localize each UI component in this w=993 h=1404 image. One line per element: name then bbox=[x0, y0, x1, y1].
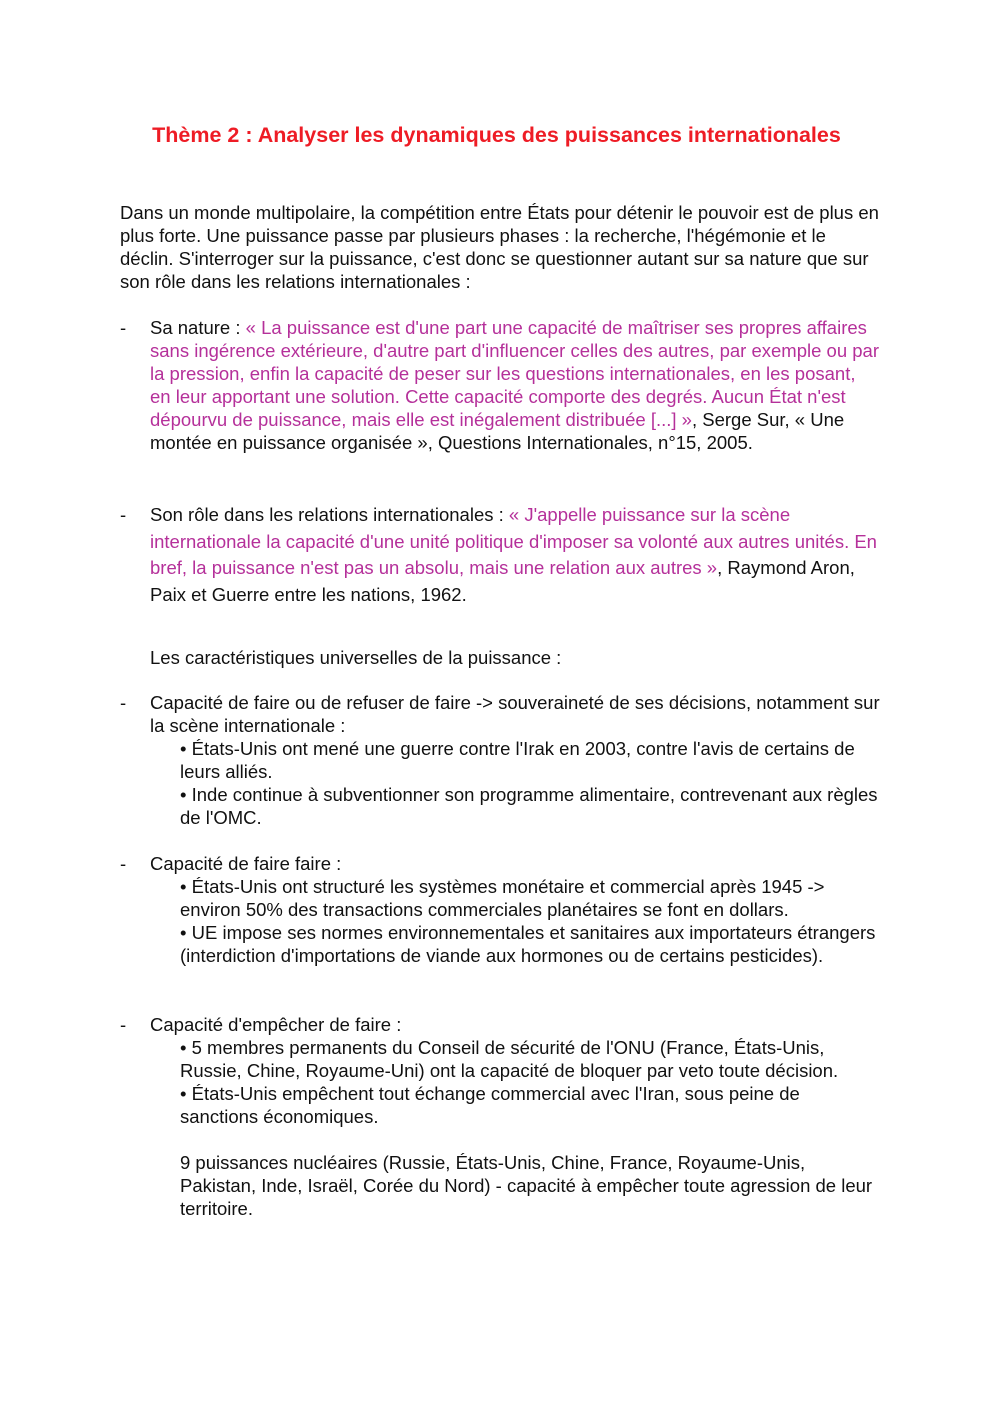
list-item-faire-faire bbox=[120, 852, 880, 967]
role-source: , Raymond Aron, Paix et Guerre entre les nations, 1962. bbox=[150, 557, 855, 605]
empecher-example: • 5 membres permanents du Conseil de sécurité de l'ONU (France, États-Unis, Russie, Chine, Royaume-Uni) ont la capacité de bloquer par veto toute décision. bbox=[180, 1037, 839, 1081]
nature-quote: « La puissance est d'une part une capacité de maîtriser ses propres affaires sans ingérence extérieure, d'autre part d'influencer celles des autres, par exemple ou par la pression, enfin la capacité de peser sur les questions internationales, en les posant, en leur apportant une solution. Cette capacité comporte des degrés. Aucun État n'est dépourvu de puissance, mais elle est inégalement distribuée [...] » bbox=[150, 317, 879, 430]
role-text bbox=[150, 502, 880, 608]
list-item-role bbox=[120, 502, 880, 608]
list-item-faire bbox=[120, 691, 880, 829]
nature-lead: Sa nature : bbox=[150, 317, 246, 338]
bullet-dash: - bbox=[120, 504, 127, 525]
page-title: Thème 2 : Analyser les dynamiques des puissances internationales bbox=[152, 123, 841, 147]
nuclear-note: 9 puissances nucléaires (Russie, États-Unis, Chine, France, Royaume-Unis, Pakistan, Inde, Israël, Corée du Nord) - capacité à empêcher toute agression de leur territoire. bbox=[180, 1152, 873, 1219]
empecher-example: • États-Unis empêchent tout échange commercial avec l'Iran, sous peine de sanctions économiques. bbox=[180, 1083, 800, 1127]
list-item-nature bbox=[120, 316, 880, 454]
faire-label: Capacité de faire ou de refuser de faire -> souveraineté de ses décisions, notamment sur la scène internationale : bbox=[150, 692, 880, 736]
bullet-dash: - bbox=[120, 853, 127, 874]
faire-faire-label: Capacité de faire faire : bbox=[150, 853, 342, 874]
faire-faire-example: • UE impose ses normes environnementales et sanitaires aux importateurs étrangers (interdiction d'importations de viande aux hormones ou de certains pesticides). bbox=[180, 922, 876, 966]
empecher-label: Capacité d'empêcher de faire : bbox=[150, 1014, 402, 1035]
characteristics-heading: Les caractéristiques universelles de la puissance : bbox=[150, 647, 562, 668]
role-lead: Son rôle dans les relations internationales : bbox=[150, 504, 509, 525]
faire-faire-example: • États-Unis ont structuré les systèmes monétaire et commercial après 1945 -> environ 50% des transactions commerciales planétaires se font en dollars. bbox=[180, 876, 825, 920]
nature-source: , Serge Sur, « Une montée en puissance organisée », Questions Internationales, n°15, 2005. bbox=[150, 409, 845, 453]
bullet-dash: - bbox=[120, 1014, 127, 1035]
bullet-dash: - bbox=[120, 692, 127, 713]
faire-example: • États-Unis ont mené une guerre contre l'Irak en 2003, contre l'avis de certains de leurs alliés. bbox=[180, 738, 855, 782]
role-quote: « J'appelle puissance sur la scène internationale la capacité d'une unité politique d'imposer sa volonté aux autres unités. En bref, la puissance n'est pas un absolu, mais une relation aux autres » bbox=[150, 504, 877, 578]
intro-paragraph: Dans un monde multipolaire, la compétition entre États pour détenir le pouvoir est de plus en plus forte. Une puissance passe par plusieurs phases : la recherche, l'hégémonie et le déclin. S'interroger sur la puissance, c'est donc se questionner autant sur sa nature que sur son rôle dans les relations internationales : bbox=[120, 202, 879, 292]
faire-example: • Inde continue à subventionner son programme alimentaire, contrevenant aux règles de l'OMC. bbox=[180, 784, 878, 828]
nature-text bbox=[150, 316, 880, 454]
list-item-empecher bbox=[120, 1013, 880, 1220]
bullet-dash: - bbox=[120, 317, 127, 338]
